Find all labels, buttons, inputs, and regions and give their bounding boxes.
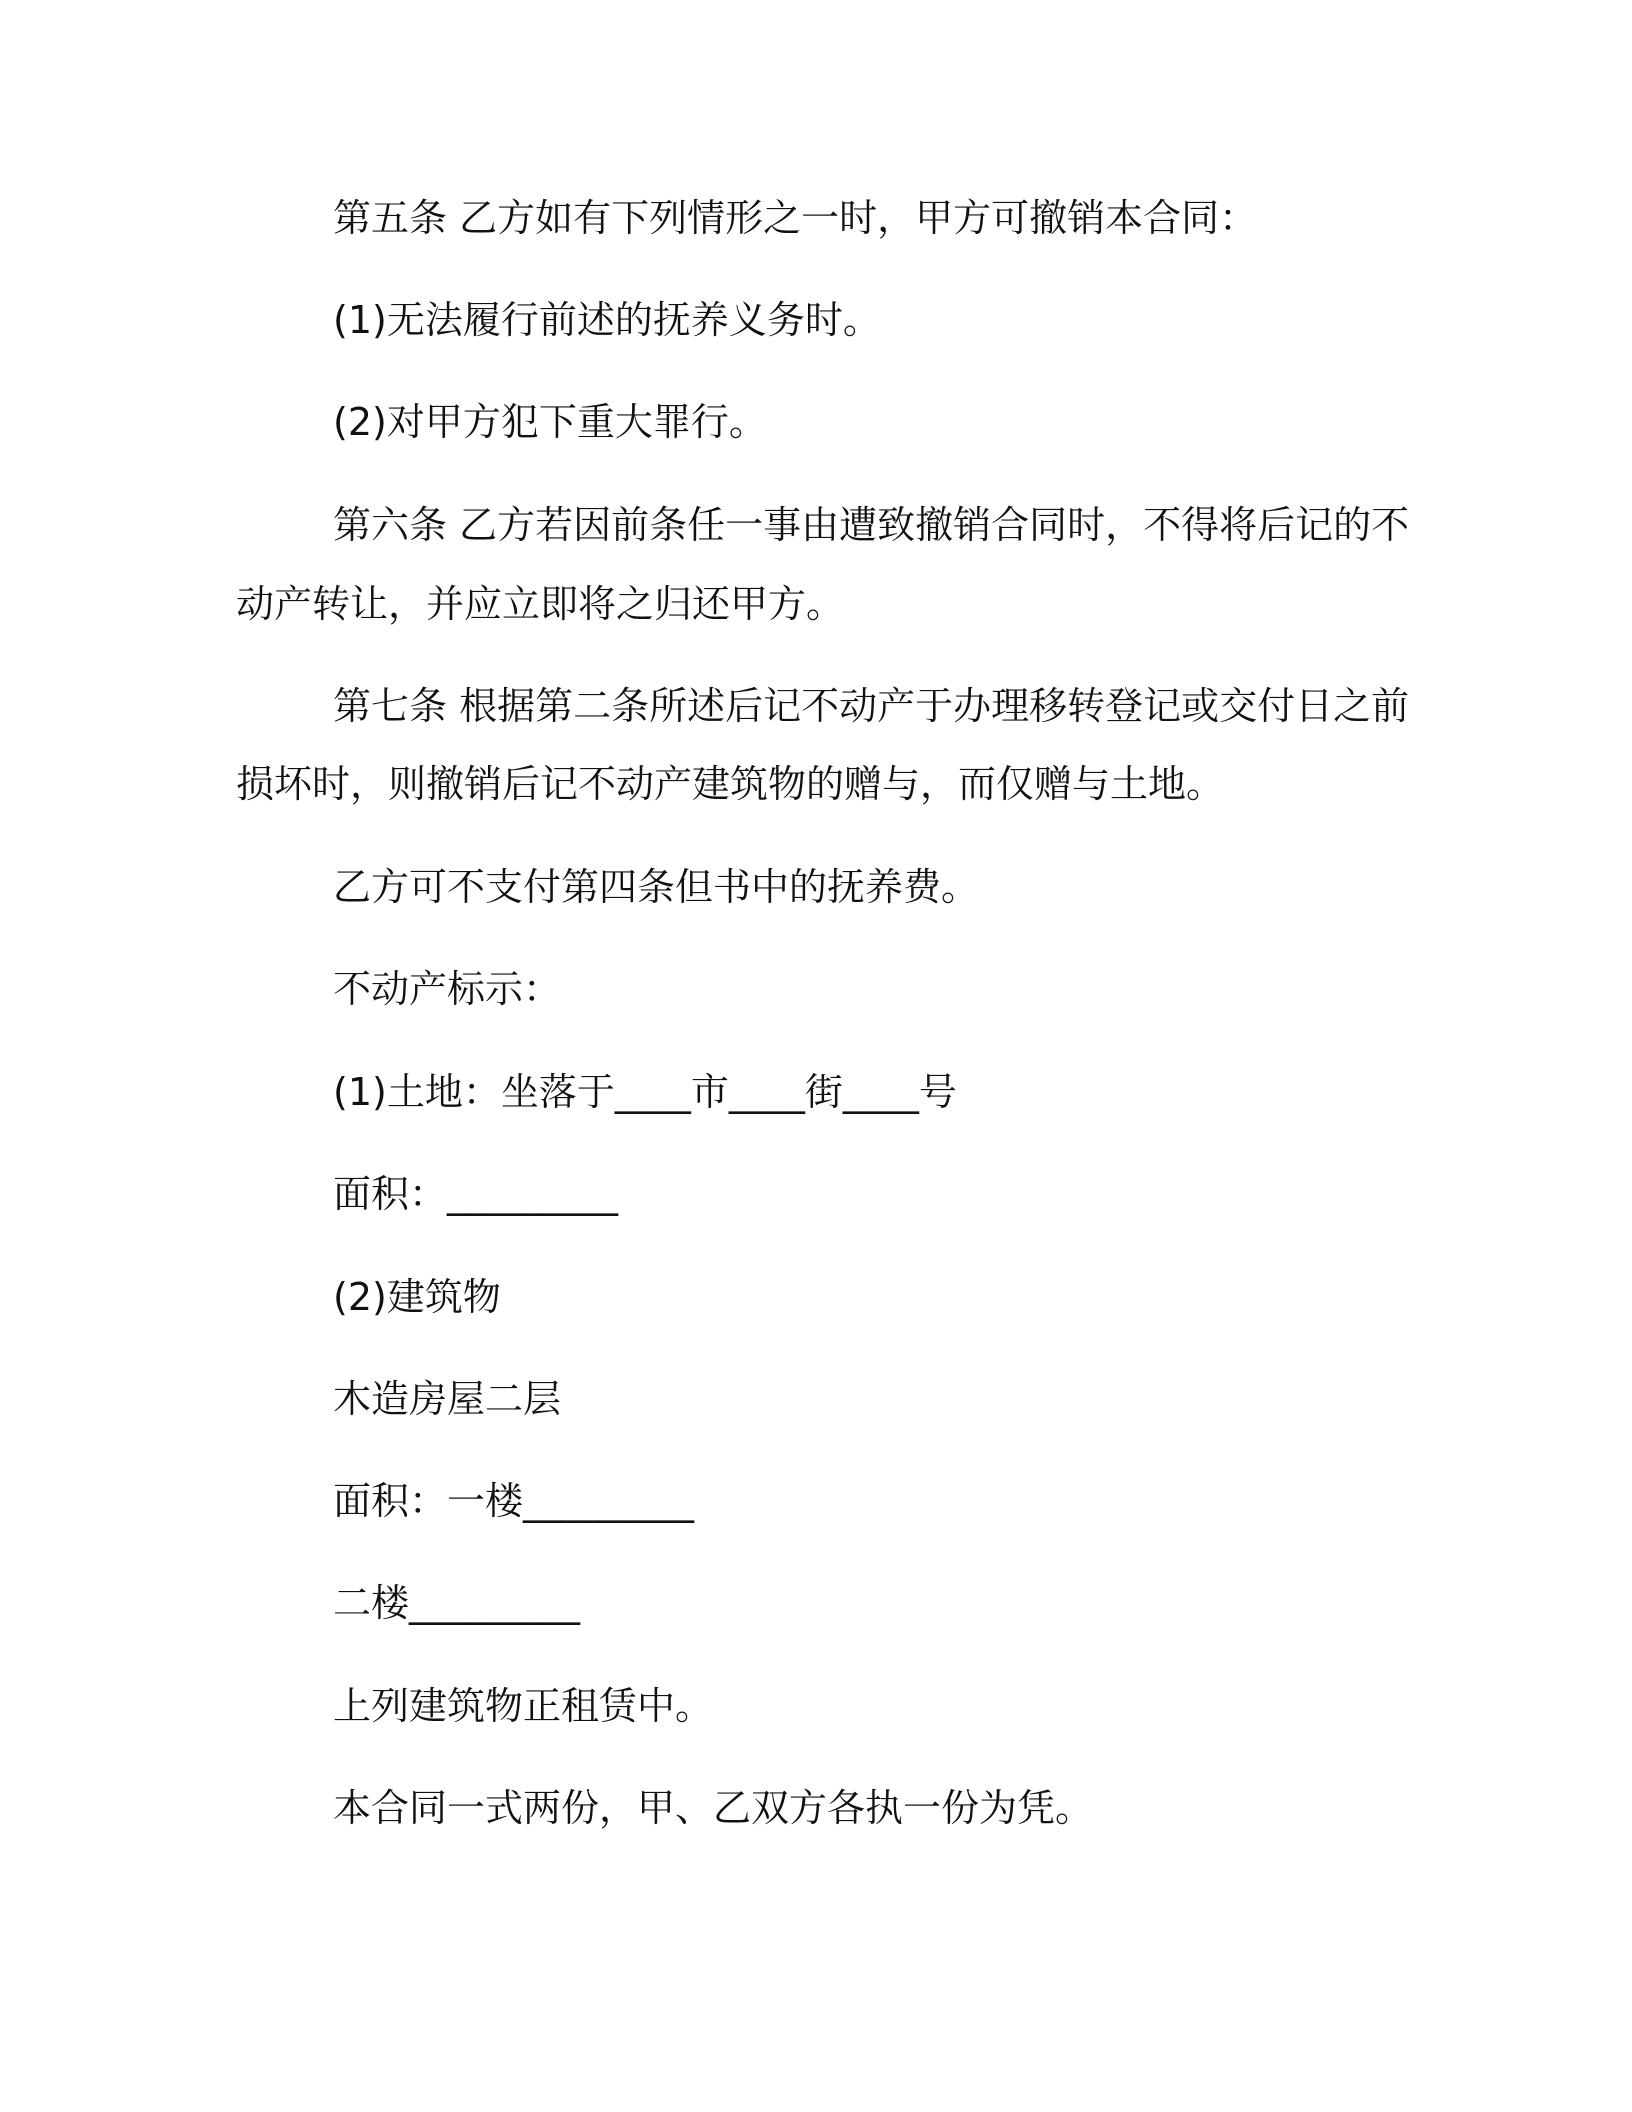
article-7-line-2: 损坏时，则撤销后记不动产建筑物的赠与，而仅赠与土地。 [236,762,1225,806]
article-7-line-1: 第七条 根据第二条所述后记不动产于办理移转登记或交付日之前 [333,684,1410,728]
article-5-line-1: 第五条 乙方如有下列情形之一时，甲方可撤销本合同： [333,196,1258,240]
land-area-line: 面积：_________ [333,1172,619,1216]
article-5-item-2-line: (2)对甲方犯下重大罪行。 [333,400,767,444]
article-6-line-1: 第六条 乙方若因前条任一事由遭致撤销合同时，不得将后记的不 [333,503,1410,547]
rental-status-line: 上列建筑物正租赁中。 [333,1684,714,1728]
property-heading-line: 不动产标示： [333,967,562,1011]
land-location-line: (1)土地：坐落于____市____街____号 [333,1070,957,1114]
copies-clause-line: 本合同一式两份，甲、乙双方各执一份为凭。 [333,1786,1094,1830]
support-fee-note-line: 乙方可不支付第四条但书中的抚养费。 [333,865,980,909]
building-area-floor-1-line: 面积：一楼_________ [333,1479,695,1523]
building-type-line: 木造房屋二层 [333,1377,562,1421]
article-5-item-1-line: (1)无法履行前述的抚养义务时。 [333,298,881,342]
building-heading-line: (2)建筑物 [333,1275,501,1319]
article-6-line-2: 动产转让，并应立即将之归还甲方。 [236,582,845,626]
building-area-floor-2-line: 二楼_________ [333,1581,581,1625]
